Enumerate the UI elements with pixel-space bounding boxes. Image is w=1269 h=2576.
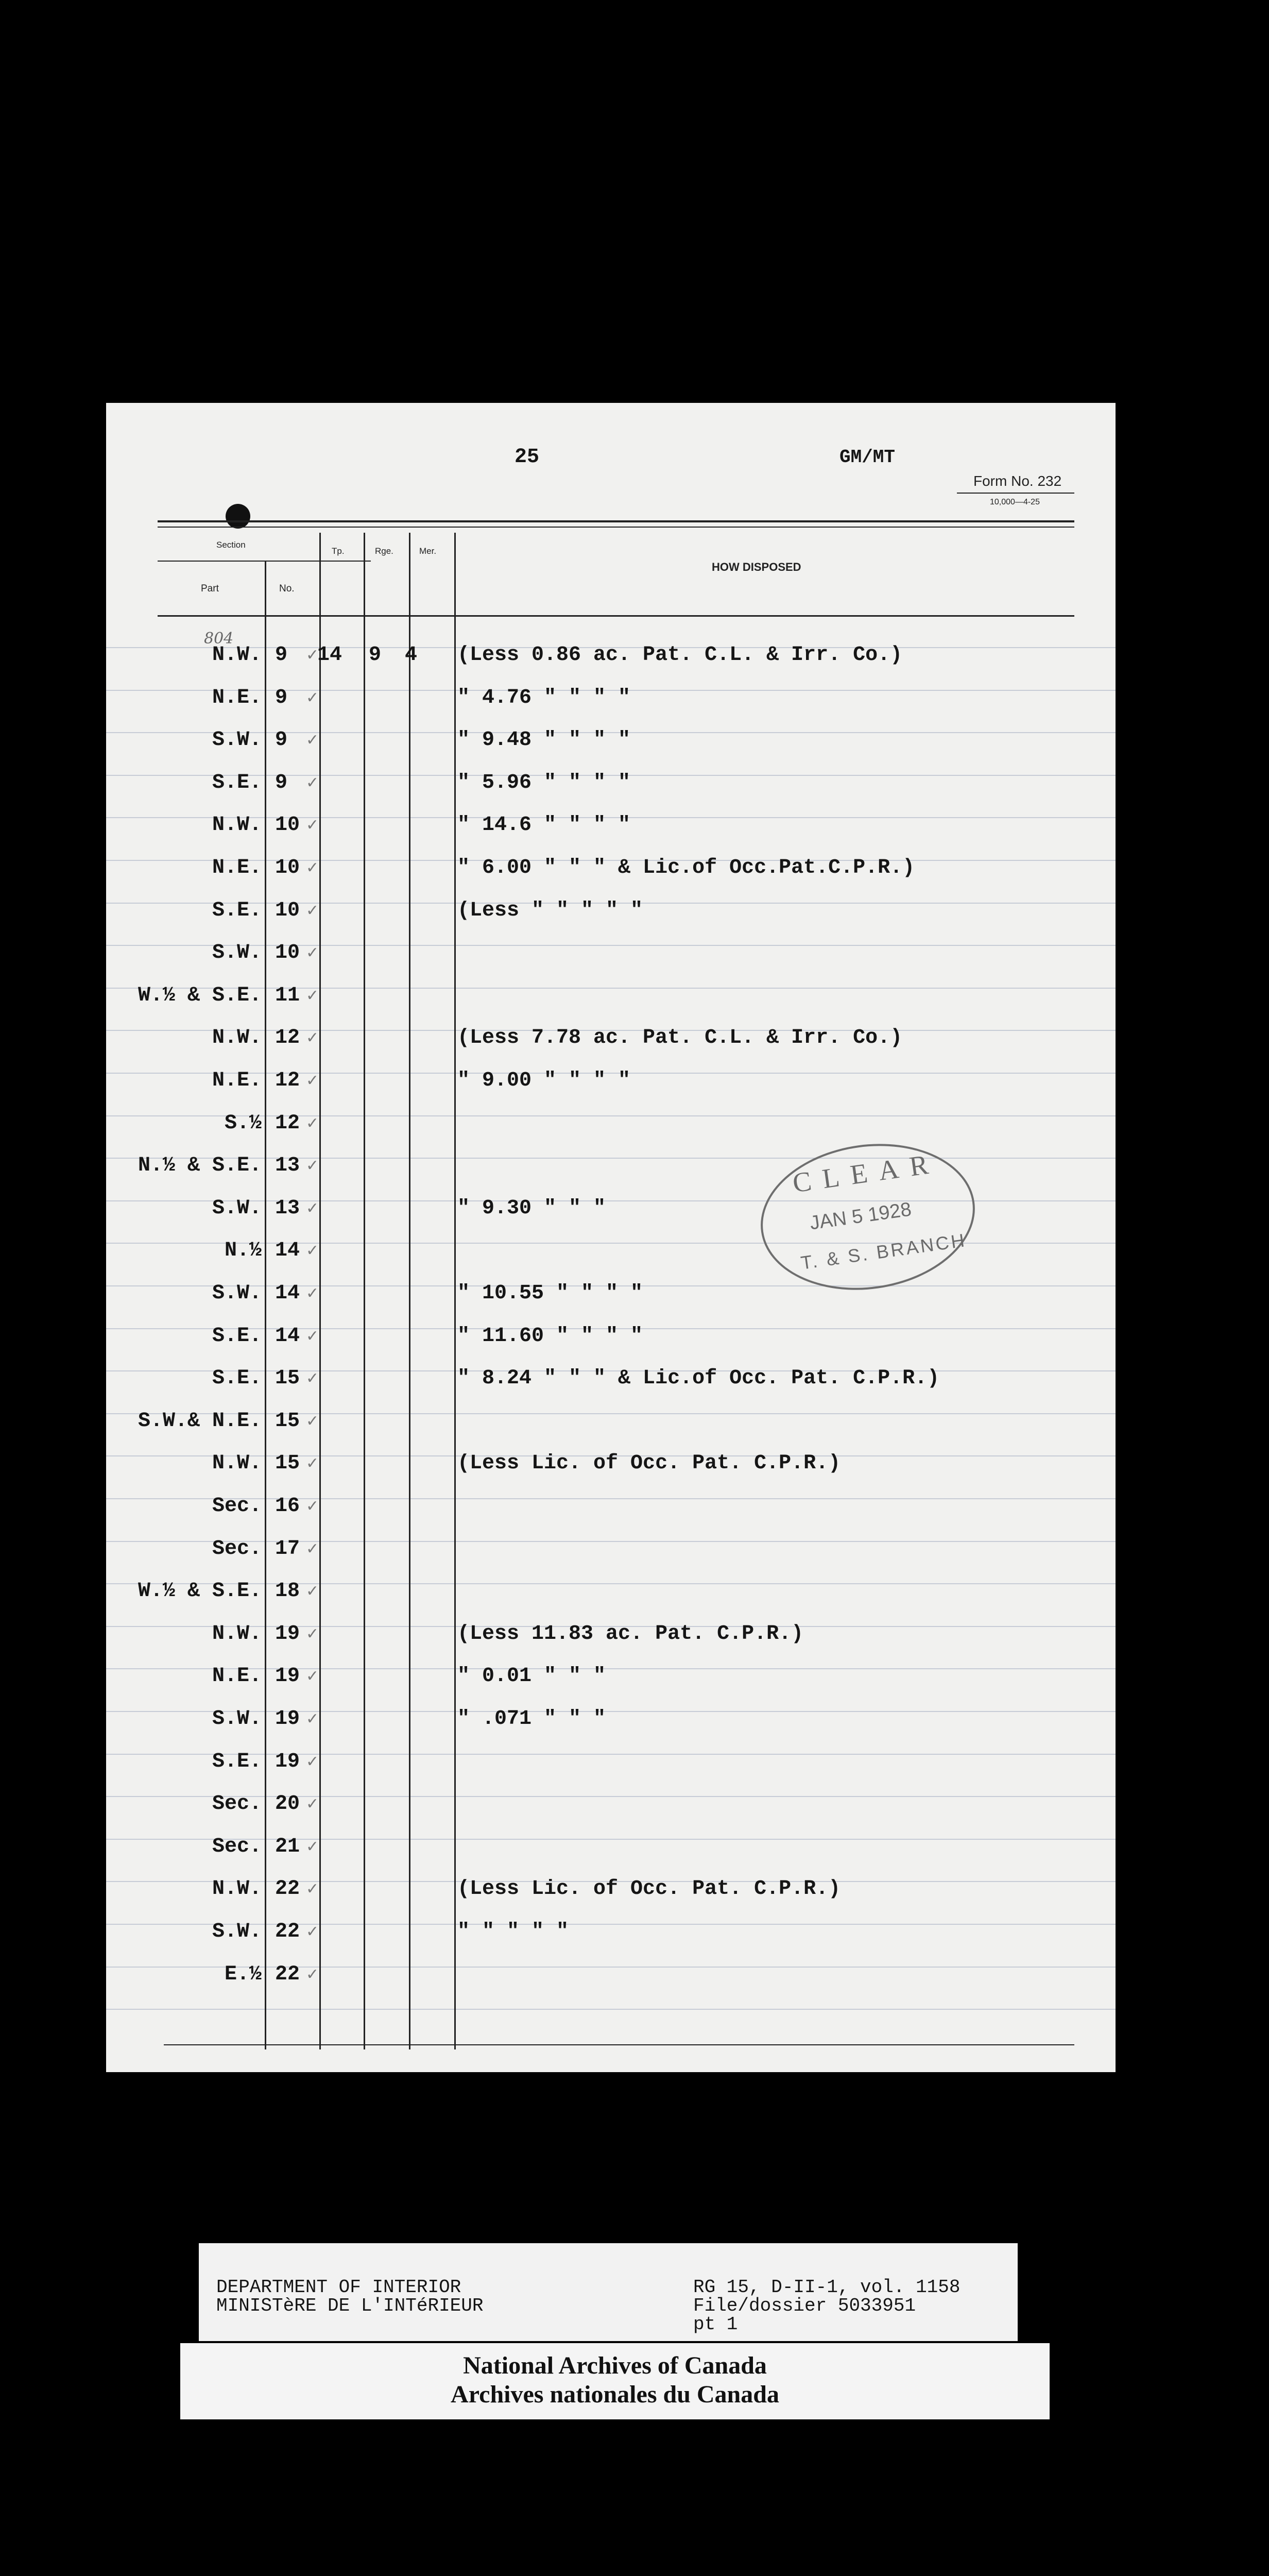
row-part: S.W. [212, 1707, 262, 1731]
check-mark-icon: ✓ [306, 1158, 319, 1176]
row-disposed: (Less " " " " " [457, 899, 643, 922]
ruled-line [106, 2009, 1116, 2010]
row-part: Sec. [212, 1495, 262, 1518]
row-part: S.W.& N.E. [138, 1410, 262, 1433]
label-left-line2: MINISTèRE DE L'INTéRIEUR [216, 2295, 484, 2316]
row-no: 19 [275, 1622, 300, 1646]
label-right-line1: RG 15, D-II-1, vol. 1158 [693, 2277, 961, 2298]
check-mark-icon: ✓ [306, 1456, 319, 1473]
check-mark-icon: ✓ [306, 733, 319, 750]
check-mark-icon: ✓ [306, 1711, 319, 1729]
table-row [106, 1707, 1116, 1738]
check-mark-icon: ✓ [306, 1030, 319, 1048]
row-no: 19 [275, 1750, 300, 1773]
table-row [106, 1877, 1116, 1908]
row-part: S.W. [212, 1920, 262, 1943]
row-part: S.½ [224, 1112, 262, 1135]
check-mark-icon: ✓ [306, 945, 319, 963]
check-mark-icon: ✓ [306, 1669, 319, 1686]
table-row [106, 1579, 1116, 1610]
table-row [106, 941, 1116, 972]
row-no: 10 [275, 899, 300, 922]
header-no: No. [279, 583, 295, 594]
row-no: 13 [275, 1154, 300, 1177]
row-disposed: " 9.48 " " " " [457, 728, 631, 752]
row-no: 12 [275, 1069, 300, 1092]
table-row [106, 643, 1116, 674]
row-no: 15 [275, 1410, 300, 1433]
row-no: 9 [275, 771, 288, 794]
row-no: 14 [275, 1282, 300, 1305]
header-top-rule-2 [158, 527, 1074, 528]
stamp-top: CLEAR [791, 1147, 941, 1199]
table-row [106, 1792, 1116, 1823]
label-left-line1: DEPARTMENT OF INTERIOR [216, 2277, 461, 2298]
row-no: 17 [275, 1537, 300, 1561]
header-top-rule [158, 520, 1074, 522]
row-disposed: " 11.60 " " " " [457, 1325, 643, 1348]
header-rge: Rge. [375, 546, 393, 556]
check-mark-icon: ✓ [306, 1626, 319, 1644]
table-row [106, 899, 1116, 929]
row-part: S.E. [212, 899, 262, 922]
row-no: 10 [275, 856, 300, 879]
row-no: 19 [275, 1707, 300, 1731]
row-part: W.½ & S.E. [138, 1580, 262, 1603]
table-row [106, 1069, 1116, 1099]
table-row [106, 1324, 1116, 1355]
label-institution-en: National Archives of Canada [463, 2352, 767, 2379]
check-mark-icon: ✓ [306, 1329, 319, 1346]
ledger-card [106, 403, 1116, 2072]
row-disposed: (Less 0.86 ac. Pat. C.L. & Irr. Co.) [457, 643, 903, 667]
check-mark-icon: ✓ [306, 648, 319, 665]
row-part: N.W. [212, 1452, 262, 1475]
table-row [106, 1026, 1116, 1057]
check-mark-icon: ✓ [306, 1371, 319, 1388]
row-disposed: " .071 " " " [457, 1707, 606, 1731]
row-part: S.W. [212, 1197, 262, 1220]
row-part: N.W. [212, 643, 262, 667]
row-tp: 14 [317, 643, 342, 667]
row-disposed: (Less 11.83 ac. Pat. C.P.R.) [457, 1622, 804, 1646]
row-part: S.E. [212, 1367, 262, 1390]
punch-hole [226, 504, 250, 529]
check-mark-icon: ✓ [306, 1797, 319, 1814]
row-part: N.½ [224, 1239, 262, 1262]
row-disposed: " 14.6 " " " " [457, 814, 631, 837]
header-bottom-rule [158, 615, 1074, 617]
row-no: 14 [275, 1239, 300, 1262]
row-part: S.W. [212, 728, 262, 752]
row-no: 14 [275, 1325, 300, 1348]
row-part: N.E. [212, 1665, 262, 1688]
check-mark-icon: ✓ [306, 1073, 319, 1091]
table-row [106, 1451, 1116, 1482]
row-no: 16 [275, 1495, 300, 1518]
row-part: N.W. [212, 1026, 262, 1049]
row-disposed: " 5.96 " " " " [457, 771, 631, 794]
header-section: Section [216, 540, 246, 550]
header-how-disposed: HOW DISPOSED [712, 561, 801, 573]
check-mark-icon: ✓ [306, 1584, 319, 1601]
row-no: 15 [275, 1367, 300, 1390]
row-part: Sec. [212, 1835, 262, 1858]
table-row [106, 1835, 1116, 1866]
row-part: N.E. [212, 686, 262, 709]
label-institution-fr: Archives nationales du Canada [451, 2381, 779, 2408]
row-part: W.½ & S.E. [138, 984, 262, 1007]
check-mark-icon: ✓ [306, 988, 319, 1006]
check-mark-icon: ✓ [306, 1201, 319, 1218]
row-no: 21 [275, 1835, 300, 1858]
footer-rule [164, 2044, 1074, 2045]
table-row [106, 1920, 1116, 1951]
check-mark-icon: ✓ [306, 775, 319, 793]
archive-label-reference [199, 2243, 1018, 2341]
table-row [106, 984, 1116, 1014]
row-part: S.W. [212, 941, 262, 964]
row-no: 9 [275, 686, 288, 709]
row-disposed: " 0.01 " " " [457, 1665, 606, 1688]
row-part: N.W. [212, 1622, 262, 1646]
table-row [106, 1664, 1116, 1695]
check-mark-icon: ✓ [306, 1286, 319, 1303]
row-no: 22 [275, 1963, 300, 1986]
table-row [106, 1494, 1116, 1525]
row-no: 11 [275, 984, 300, 1007]
table-row [106, 1366, 1116, 1397]
row-disposed: " 6.00 " " " & Lic.of Occ.Pat.C.P.R.) [457, 856, 915, 879]
check-mark-icon: ✓ [306, 903, 319, 921]
table-row [106, 1750, 1116, 1781]
row-no: 9 [275, 728, 288, 752]
check-mark-icon: ✓ [306, 690, 319, 708]
header-tp: Tp. [332, 546, 345, 556]
row-no: 22 [275, 1920, 300, 1943]
row-disposed: " " " " " [457, 1920, 569, 1943]
section-underline [158, 561, 371, 562]
row-no: 10 [275, 814, 300, 837]
check-mark-icon: ✓ [306, 1116, 319, 1133]
check-mark-icon: ✓ [306, 1754, 319, 1772]
table-row [106, 686, 1116, 717]
form-number-rule [957, 493, 1074, 494]
row-part: S.E. [212, 1750, 262, 1773]
row-disposed: (Less 7.78 ac. Pat. C.L. & Irr. Co.) [457, 1026, 903, 1049]
page-code: GM/MT [839, 447, 896, 468]
row-no: 18 [275, 1580, 300, 1603]
check-mark-icon: ✓ [306, 1882, 319, 1899]
check-mark-icon: ✓ [306, 1839, 319, 1857]
row-mer: 4 [405, 643, 418, 667]
check-mark-icon: ✓ [306, 860, 319, 878]
row-disposed: " 4.76 " " " " [457, 686, 631, 709]
row-no: 10 [275, 941, 300, 964]
page-number: 25 [515, 446, 540, 469]
check-mark-icon: ✓ [306, 1924, 319, 1942]
check-mark-icon: ✓ [306, 1414, 319, 1431]
row-no: 22 [275, 1877, 300, 1901]
check-mark-icon: ✓ [306, 1967, 319, 1985]
row-disposed: " 9.30 " " " [457, 1197, 606, 1220]
form-number: Form No. 232 [973, 473, 1062, 489]
stamp-date: JAN 5 1928 [808, 1198, 913, 1234]
table-row [106, 771, 1116, 802]
row-part: Sec. [212, 1537, 262, 1561]
table-row [106, 728, 1116, 759]
table-row [106, 1622, 1116, 1653]
row-no: 19 [275, 1665, 300, 1688]
row-part: N.E. [212, 856, 262, 879]
row-part: N.½ & S.E. [138, 1154, 262, 1177]
table-row [106, 1537, 1116, 1568]
table-row [106, 1409, 1116, 1440]
row-disposed: (Less Lic. of Occ. Pat. C.P.R.) [457, 1452, 841, 1475]
table-row [106, 856, 1116, 887]
row-no: 20 [275, 1792, 300, 1816]
table-row [106, 1111, 1116, 1142]
table-row [106, 813, 1116, 844]
archive-label-institution [180, 2343, 1050, 2419]
row-rge: 9 [369, 643, 382, 667]
row-disposed: (Less Lic. of Occ. Pat. C.P.R.) [457, 1877, 841, 1901]
row-no: 12 [275, 1026, 300, 1049]
row-part: N.W. [212, 814, 262, 837]
row-part: S.W. [212, 1282, 262, 1305]
header-part: Part [201, 583, 219, 594]
row-no: 15 [275, 1452, 300, 1475]
check-mark-icon: ✓ [306, 1243, 319, 1261]
margin-note: 804 [204, 630, 234, 648]
header-mer: Mer. [419, 546, 437, 556]
row-no: 12 [275, 1112, 300, 1135]
check-mark-icon: ✓ [306, 818, 319, 835]
row-part: S.E. [212, 1325, 262, 1348]
stamp-bottom: T. & S. BRANCH [799, 1229, 968, 1274]
table-row [106, 1962, 1116, 1993]
row-part: N.W. [212, 1877, 262, 1901]
row-no: 13 [275, 1197, 300, 1220]
check-mark-icon: ✓ [306, 1541, 319, 1559]
check-mark-icon: ✓ [306, 1499, 319, 1516]
row-part: N.E. [212, 1069, 262, 1092]
table-row [106, 1281, 1116, 1312]
label-right-line3: pt 1 [693, 2314, 738, 2335]
row-part: E.½ [224, 1963, 262, 1986]
row-no: 9 [275, 643, 288, 667]
row-part: S.E. [212, 771, 262, 794]
row-disposed: " 9.00 " " " " [457, 1069, 631, 1092]
row-disposed: " 8.24 " " " & Lic.of Occ. Pat. C.P.R.) [457, 1367, 940, 1390]
row-part: Sec. [212, 1792, 262, 1816]
form-print-code: 10,000—4-25 [990, 498, 1040, 506]
label-right-line2: File/dossier 5033951 [693, 2295, 916, 2316]
row-disposed: " 10.55 " " " " [457, 1282, 643, 1305]
